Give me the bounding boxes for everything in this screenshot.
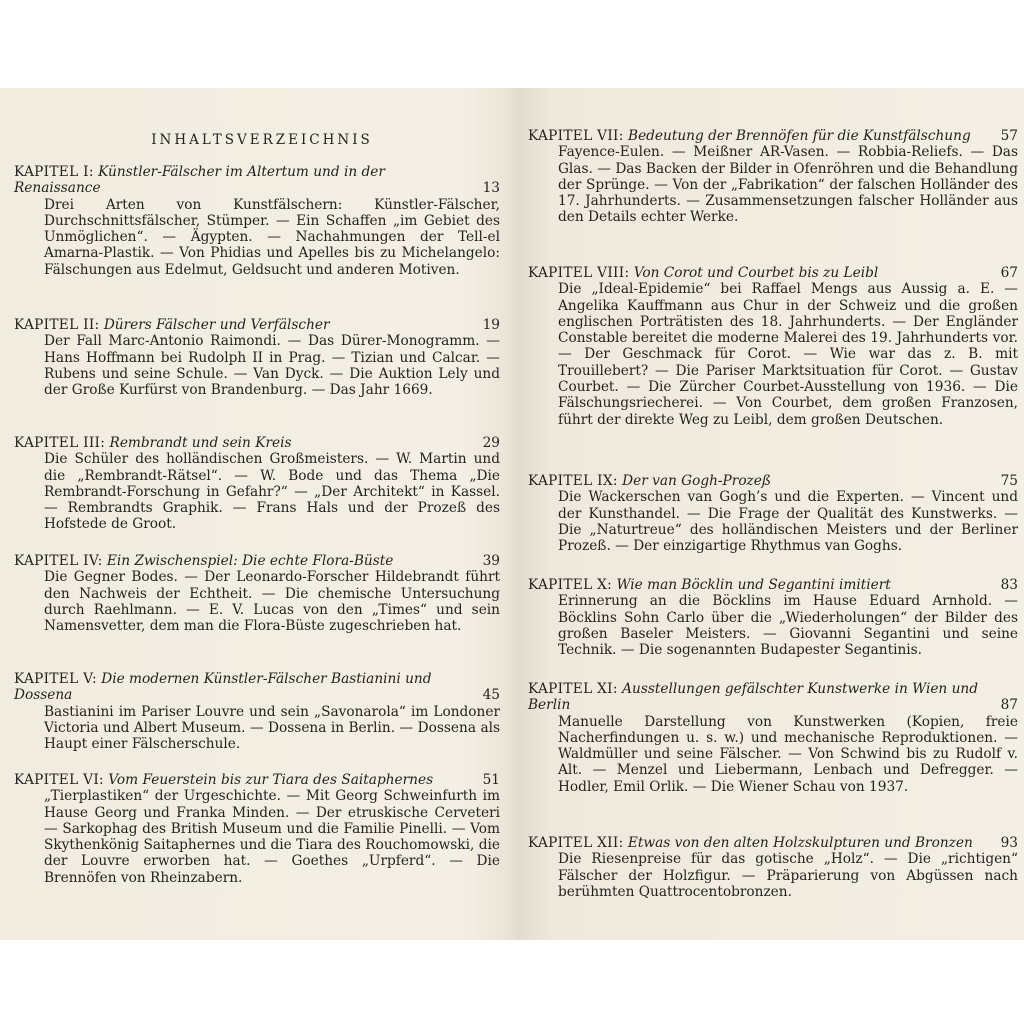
chapter-label: KAPITEL XII: bbox=[528, 835, 624, 851]
chapter-page-number: 19 bbox=[482, 317, 500, 333]
chapter-head bbox=[528, 128, 1018, 144]
chapter-entry-10 bbox=[528, 577, 1018, 658]
chapter-page-number: 13 bbox=[482, 180, 500, 196]
chapter-heading-text bbox=[528, 577, 1018, 593]
chapter-label: KAPITEL X: bbox=[528, 577, 613, 593]
chapter-entry-11 bbox=[528, 681, 1018, 795]
chapter-page-number: 75 bbox=[1000, 473, 1018, 489]
chapter-title: Der van Gogh-Prozeß bbox=[622, 473, 772, 489]
chapter-head bbox=[14, 553, 500, 569]
chapter-head bbox=[14, 164, 500, 197]
chapter-heading-text bbox=[14, 772, 500, 788]
chapter-description: Fayence-Eulen. — Meißner AR-Vasen. — Robbia-Reliefs. — Das Glas. — Das Backen der Bilder in Ofenröhren und die Behandlung der Sprünge. — Von der „Fabrikation“ der falschen Holländer des 17. Jahrhunderts. — Zusammensetzungen falscher Holländer aus den Details echter Werke. bbox=[558, 144, 1018, 226]
chapter-entry-3 bbox=[14, 435, 500, 533]
chapter-label: KAPITEL IV: bbox=[14, 553, 103, 569]
chapter-label: KAPITEL VII: bbox=[528, 128, 624, 144]
chapter-label: KAPITEL V: bbox=[14, 671, 97, 687]
chapter-entry-2 bbox=[14, 317, 500, 398]
chapter-head bbox=[528, 265, 1018, 281]
chapter-entry-5 bbox=[14, 671, 500, 752]
chapter-description: Die „Ideal-Epidemie“ bei Raffael Mengs aus Aussig a. E. — Angelika Kauffmann aus Chur in der Schweiz und die großen englischen Porträtisten des 18. Jahrhunderts. — Der Engländer Constable bereitet die moderne Malerei des 19. Jahrhunderts vor. — Der Geschmack für Corot. — Wie war das z. B. mit Trouillebert? — Die Pariser Marktsituation für Corot. — Gustav Courbet. — Die Zürcher Courbet-Ausstellung von 1936. — Die Fälschungsriecherei. — Von Courbet, dem großen Franzosen, führt der direkte Weg zu Leibl, dem großen Deutschen. bbox=[558, 281, 1018, 428]
chapter-page-number: 87 bbox=[1000, 697, 1018, 713]
chapter-heading-text bbox=[14, 435, 500, 451]
chapter-heading-text bbox=[528, 265, 1018, 281]
chapter-title: Ein Zwischenspiel: Die echte Flora-Büste bbox=[106, 553, 394, 569]
chapter-page-number: 83 bbox=[1000, 577, 1018, 593]
chapter-page-number: 51 bbox=[482, 772, 500, 788]
chapter-head bbox=[528, 577, 1018, 593]
book-spread bbox=[0, 88, 1024, 940]
chapter-page-number: 29 bbox=[482, 435, 500, 451]
chapter-page-number: 45 bbox=[482, 687, 500, 703]
chapter-heading-text bbox=[14, 553, 500, 569]
chapter-description: Die Gegner Bodes. — Der Leonardo-Forscher Hildebrandt führt den Nachweis der Echtheit. — Die chemische Untersuchung durch Raehlmann. — E. V. Lucas von den „Times“ und sein Namensvetter, dem man die Flora-Büste zugeschrieben hat. bbox=[44, 569, 500, 635]
chapter-description: Bastianini im Pariser Louvre und sein „Savonarola“ im Londoner Victoria und Albert Museum. — Dossena in Berlin. — Dossena als Haupt einer Fälscherschule. bbox=[44, 703, 500, 753]
chapter-entry-7 bbox=[528, 128, 1018, 226]
chapter-description: Die Wackerschen van Gogh’s und die Experten. — Vincent und der Kunsthandel. — Die Frage der Qualität des Kunstwerks. — Die „Naturtreue“ des holländischen Meisters und der Berliner Prozeß. — Der einzigartige Rhythmus van Goghs. bbox=[558, 489, 1018, 555]
chapter-description: „Tierplastiken“ der Urgeschichte. — Mit Georg Schweinfurth im Hause Georg und Franka Minden. — Der etruskische Cerveteri — Sarkophag des British Museum und die Familie Pinelli. — Vom Skythenkönig Saitaphernes und die Tiara des Rouchomowski, die der Louvre erworben hat. — Goethes „Urpferd“. — Die Brennöfen von Rheinzabern. bbox=[44, 788, 500, 886]
chapter-heading-text bbox=[14, 164, 500, 197]
chapter-head bbox=[528, 473, 1018, 489]
chapter-page-number: 39 bbox=[482, 553, 500, 569]
chapter-heading-text bbox=[14, 671, 500, 704]
chapter-title: Etwas von den alten Holzskulpturen und Bronzen bbox=[627, 835, 973, 851]
chapter-entry-8 bbox=[528, 265, 1018, 428]
chapter-title: Bedeutung der Brennöfen für die Kunstfälschung bbox=[628, 128, 971, 144]
chapter-entry-1 bbox=[14, 164, 500, 278]
chapter-title: Dürers Fälscher und Verfälscher bbox=[103, 317, 330, 333]
chapter-label: KAPITEL II: bbox=[14, 317, 100, 333]
chapter-entry-4 bbox=[14, 553, 500, 634]
chapter-heading-text bbox=[528, 128, 1018, 144]
chapter-description: Drei Arten von Kunstfälschern: Künstler-Fälscher, Durchschnittsfälscher, Stümper. — Ein Schaffen „im Gebiet des Unmöglichen“. — Ägypten. — Nachahmungen der Tell-el Amarna-Plastik. — Von Phidias und Apelles bis zu Michelangelo: Fälschungen aus Edelmut, Geldsucht und anderen Motiven. bbox=[44, 196, 500, 278]
chapter-heading-text bbox=[14, 317, 500, 333]
chapter-label: KAPITEL I: bbox=[14, 164, 94, 180]
chapter-head bbox=[528, 681, 1018, 714]
chapter-head bbox=[14, 317, 500, 333]
chapter-title: Künstler-Fälscher im Altertum und in der Renaissance bbox=[14, 164, 385, 197]
chapter-label: KAPITEL VIII: bbox=[528, 265, 630, 281]
chapter-heading-text bbox=[528, 473, 1018, 489]
chapter-head bbox=[14, 772, 500, 788]
chapter-page-number: 57 bbox=[1000, 128, 1018, 144]
chapter-title: Vom Feuerstein bis zur Tiara des Saitaphernes bbox=[108, 772, 434, 788]
chapter-page-number: 93 bbox=[1000, 835, 1018, 851]
chapter-description: Der Fall Marc-Antonio Raimondi. — Das Dürer-Monogramm. — Hans Hoffmann bei Rudolph II in Prag. — Tizian und Calcar. — Rubens und seine Schule. — Van Dyck. — Die Auktion Lely und der Große Kurfürst von Brandenburg. — Das Jahr 1669. bbox=[44, 333, 500, 399]
chapter-description: Erinnerung an die Böcklins im Hause Eduard Arnhold. — Böcklins Sohn Carlo über die „Wiederholungen“ der Bilder des großen Baseler Meisters. — Giovanni Segantini und seine Technik. — Die sogenannten Budapester Segantinis. bbox=[558, 593, 1018, 659]
chapter-title: Wie man Böcklin und Segantini imitiert bbox=[616, 577, 891, 593]
chapter-title: Rembrandt und sein Kreis bbox=[109, 435, 292, 451]
chapter-label: KAPITEL VI: bbox=[14, 772, 104, 788]
chapter-heading-text bbox=[528, 835, 1018, 851]
chapter-entry-6 bbox=[14, 772, 500, 886]
chapter-head bbox=[14, 671, 500, 704]
chapter-entry-9 bbox=[528, 473, 1018, 554]
chapter-label: KAPITEL III: bbox=[14, 435, 106, 451]
chapter-head bbox=[528, 835, 1018, 851]
chapter-title: Ausstellungen gefälschter Kunstwerke in Wien und Berlin bbox=[528, 681, 978, 714]
chapter-description: Die Schüler des holländischen Großmeisters. — W. Martin und die „Rembrandt-Rätsel“. — W. Bode und das Thema „Die Rembrandt-Forschung in Gefahr?“ — „Der Architekt“ in Kassel. — Rembrandts Graphik. — Frans Hals und der Prozeß des Hofstede de Groot. bbox=[44, 451, 500, 533]
chapter-entry-12 bbox=[528, 835, 1018, 900]
chapter-label: KAPITEL IX: bbox=[528, 473, 618, 489]
chapter-heading-text bbox=[528, 681, 1018, 714]
chapter-title: Die modernen Künstler-Fälscher Bastianini und Dossena bbox=[14, 671, 432, 704]
toc-heading: INHALTSVERZEICHNIS bbox=[151, 132, 373, 148]
chapter-head bbox=[14, 435, 500, 451]
chapter-description: Die Riesenpreise für das gotische „Holz“. — Die „richtigen“ Fälscher der Holzfigur. — Präparierung von Abgüssen nach berühmten Quattrocentobronzen. bbox=[558, 851, 1018, 900]
chapter-title: Von Corot und Courbet bis zu Leibl bbox=[633, 265, 879, 281]
chapter-description: Manuelle Darstellung von Kunstwerken (Kopien, freie Nacherfindungen u. s. w.) und mechanische Reproduktionen. — Waldmüller und seine Fälscher. — Von Schwind bis zu Rudolf v. Alt. — Menzel und Liebermann, Lenbach und Defregger. — Hodler, Emil Orlik. — Die Wiener Schau von 1937. bbox=[558, 713, 1018, 795]
chapter-page-number: 67 bbox=[1000, 265, 1018, 281]
chapter-label: KAPITEL XI: bbox=[528, 681, 618, 697]
